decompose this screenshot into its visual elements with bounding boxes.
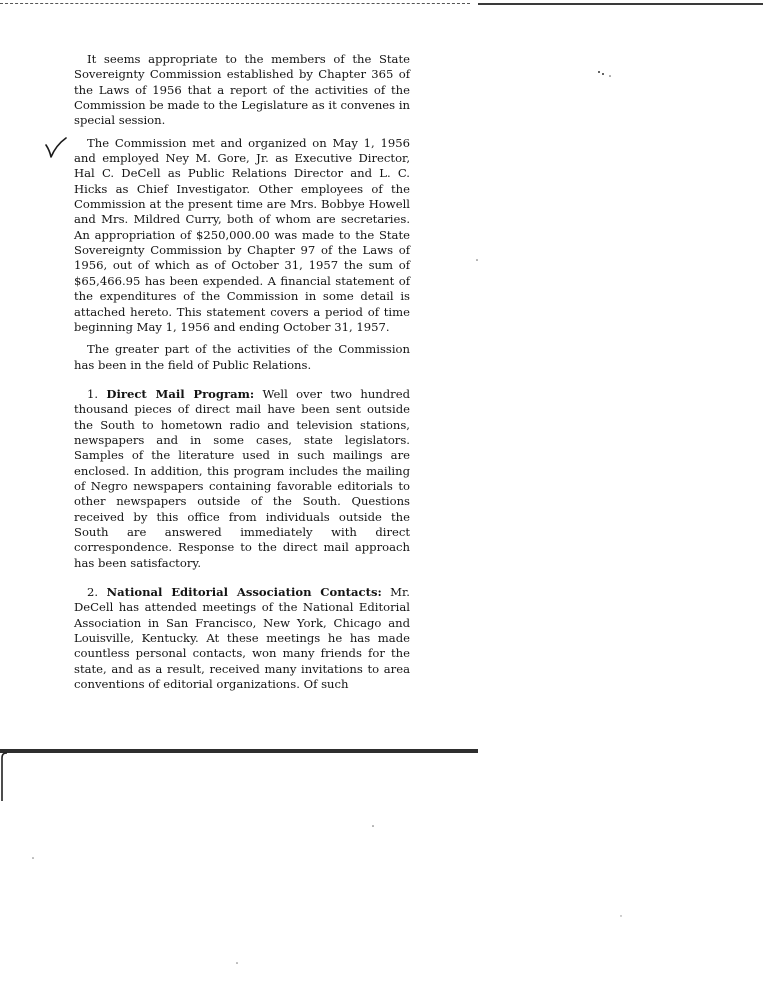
item-number: 2. [87,585,99,599]
speck-marks [597,70,613,78]
check-mark-icon [44,137,68,159]
top-dashed-rule [0,3,470,4]
top-edge-rule [0,2,763,6]
bottom-rule [0,749,478,753]
paragraph-text: The Commission met and organized on May 1, 1956 and employed Ney M. Gore, Jr. as Executive Director, Hal C. DeCell as Public Relations Director and L. C. Hicks as Chief Investigator. Other employees of the Commission at the present time are Mrs. Bobbye Howell and Mrs. Mildred Curry, both of whom are secretaries. An appropriation of $250,000.00 was made to the State Sovereignty Commission by Chapter 97 of the Laws of 1956, out of which as of October 31, 1957 the sum of $65,466.95 has been expended. A financial statement of the expenditures of the Commission in some detail is attached hereto. This statement covers a period of time beginning May 1, 1956 and ending October 31, 1957. [74,135,410,334]
paragraph-text: It seems appropriate to the members of the State Sovereignty Commission established by Chapter 365 of the Laws of 1956 that a report of the activities of the Commission be made to the Legislature as it convenes in special session. [74,52,410,128]
item-heading: Direct Mail Program: [106,386,255,401]
paragraph-direct-mail [74,387,410,571]
item-heading: National Editorial Association Contacts: [106,585,382,599]
paragraph-editorial-contacts [74,585,410,692]
paragraph-introduction [74,52,410,129]
top-solid-rule [478,3,763,5]
report-body [74,52,410,692]
paragraph-text: The greater part of the activities of the Commission has been in the field of Public Relations. [74,342,410,372]
paragraph-text: Mr. DeCell has attended meetings of the National Editorial Association in San Francisco, New York, Chicago and Louisville, Kentucky. At these meetings he has made countless personal contacts, won many friends for the state, and as a result, received many invitations to area conventions of editorial organizations. Of such [74,585,410,692]
paragraph-organization [74,136,410,335]
paragraph-public-relations [74,342,410,373]
item-number: 1. [87,386,99,401]
left-bracket-mark [0,752,8,802]
paragraph-text: Well over two hundred thousand pieces of direct mail have been sent outside the South to hometown radio and television stations, newspapers and in some cases, state legislators. Samples of the literature used in such mailings are enclosed. In addition, this program includes the mailing of Negro newspapers containing favorable editorials to other newspapers outside of the South. Questions received by this office from individuals outside the South are answered immediately with direct correspondence. Response to the direct mail approach has been satisfactory. [74,386,411,570]
